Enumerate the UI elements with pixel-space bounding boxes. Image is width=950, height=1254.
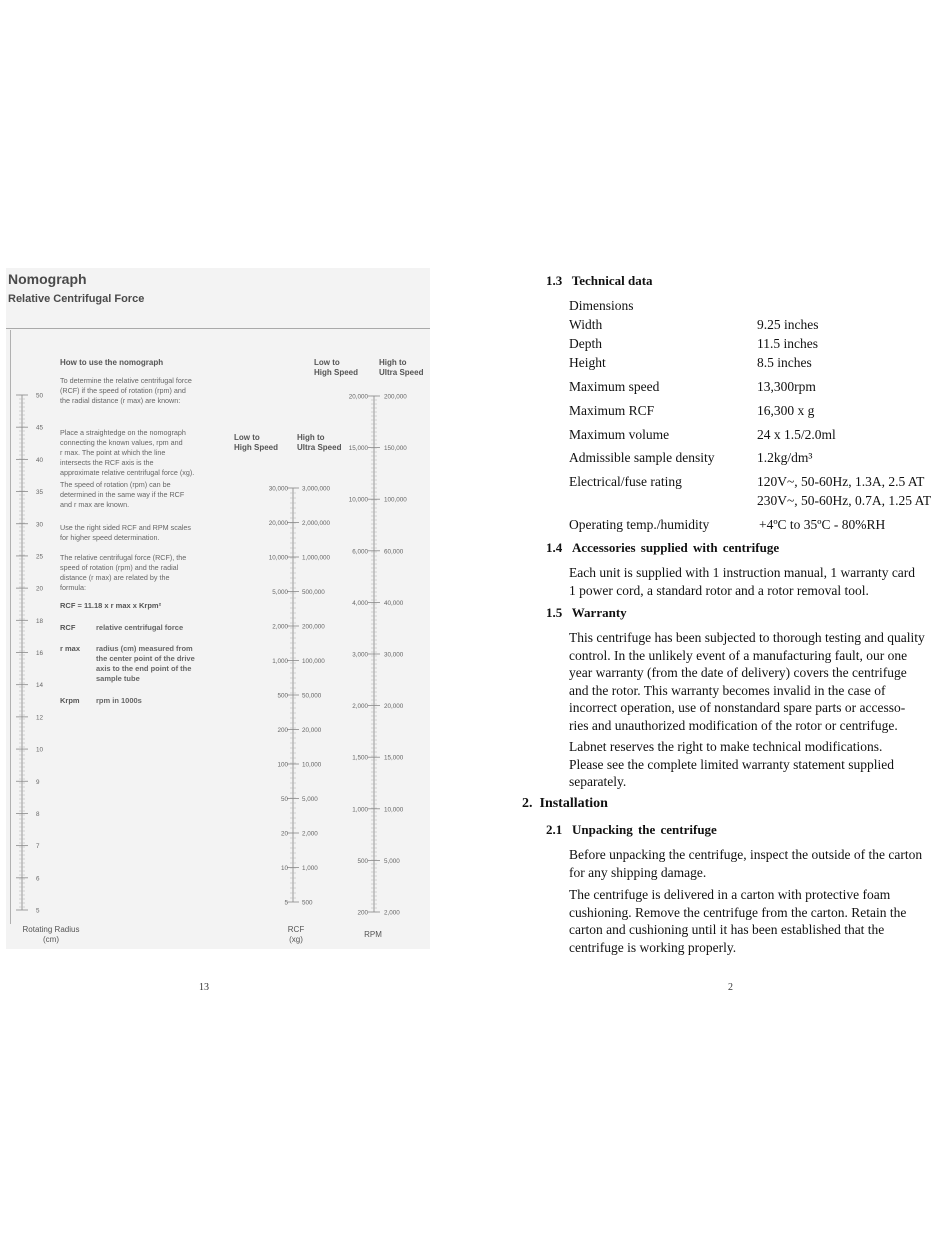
rpm-high-tick-label: 150,000 [384, 445, 407, 453]
radius-scale-tick-label: 16 [36, 650, 44, 657]
instruction-paragraph [60, 523, 228, 543]
rcf-high-tick-label: 2,000,000 [302, 520, 331, 527]
spec-value-line-2: 230V~, 50-60Hz, 0.7A, 1.25 AT [757, 493, 932, 508]
legend-line: relative centrifugal force [96, 623, 184, 632]
instruction-line: Use the right sided RCF and RPM scales [60, 523, 192, 532]
legend-line: rpm in 1000s [96, 696, 142, 705]
text-line: centrifuge is working properly. [569, 939, 737, 955]
warranty-paragraph-1 [569, 629, 947, 734]
instruction-line: the radial distance (r max) are known: [60, 396, 181, 405]
text-line: and the rotor. This warranty becomes invalid in the case of [569, 682, 886, 698]
formula: RCF = 11.18 x r max x Krpm² [60, 601, 162, 610]
text-line: Before unpacking the centrifuge, inspect the outside of the carton [569, 847, 923, 862]
header-line: Low to [234, 433, 260, 442]
section-2-1-heading [546, 822, 717, 838]
spec-label: Maximum speed [569, 379, 660, 394]
instruction-line: intersects the RCF axis is the [60, 458, 154, 467]
radius-scale-tick-label: 8 [36, 810, 40, 818]
rcf-high-tick-label: 5,000 [302, 796, 318, 803]
section-number: 2.1 [546, 822, 563, 837]
rcf-high-tick-label: 1,000,000 [302, 554, 331, 562]
spec-value: 16,300 x g [757, 403, 815, 418]
rcf-high-tick-label: 50,000 [302, 692, 322, 700]
radius-axis-label [16, 925, 86, 945]
instruction-line: and r max are known. [60, 500, 130, 509]
legend-line: radius (cm) measured from [96, 644, 193, 653]
rpm-scale-tick-label: 4,000 [352, 599, 368, 607]
spec-label: Depth [569, 336, 602, 351]
section-title: Installation [539, 796, 608, 811]
spec-value: 11.5 inches [757, 336, 818, 351]
header-line: Low to [314, 358, 340, 367]
text-line: 1 power cord, a standard rotor and a rotor removal tool. [569, 582, 869, 598]
text-line: Each unit is supplied with 1 instruction manual, 1 warranty card [569, 565, 916, 580]
rcf-scale-tick-label: 500 [277, 692, 288, 700]
rcf-high-tick-label: 100,000 [302, 658, 325, 665]
rpm-scale-tick-label: 10,000 [348, 496, 368, 504]
radius-scale-tick-label: 40 [36, 456, 44, 464]
rcf-scale-tick-label: 100 [277, 761, 288, 769]
text-line: for any shipping damage. [569, 864, 707, 880]
spec-value: 1.2kg/dm³ [757, 450, 813, 465]
rpm-high-tick-label: 5,000 [384, 857, 400, 865]
header-line: High to [297, 433, 325, 442]
instruction-line: The relative centrifugal force (RCF), the [60, 553, 187, 562]
rcf-scale-tick-label: 10,000 [268, 554, 288, 562]
section-1-4-heading [546, 540, 779, 556]
legend-term: Krpm [60, 696, 80, 705]
rpm-high-tick-label: 100,000 [384, 496, 407, 504]
text-line: carton and cushioning until it has been established that the [569, 922, 885, 937]
spec-value: 24 x 1.5/2.0ml [757, 427, 836, 442]
rcf-scale-tick-label: 20 [280, 830, 288, 838]
instruction-paragraph [60, 553, 228, 593]
legend-description [96, 623, 226, 633]
rpm-scale-tick-label: 1,000 [352, 806, 368, 814]
instruction-paragraph [60, 480, 228, 510]
text-line: incorrect operation, use of nonstandard spare parts or accesso- [569, 700, 906, 715]
spec-label: Maximum RCF [569, 403, 655, 418]
text-line: control. In the unlikely event of a manufacturing fault, our one [569, 647, 908, 663]
radius-scale-tick-label: 35 [36, 489, 44, 497]
instruction-line: connecting the known values, rpm and [60, 438, 183, 447]
section-title: Accessories supplied with centrifuge [572, 540, 780, 555]
header-line: Ultra Speed [379, 368, 424, 377]
radius-scale-tick-label: 30 [36, 521, 44, 529]
label-line: RCF [287, 925, 305, 934]
rcf-high-tick-label: 1,000 [302, 865, 318, 872]
text-line: year warranty (from the date of delivery) covers the centrifuge [569, 665, 907, 680]
text-line: cushioning. Remove the centrifuge from the carton. Retain the [569, 904, 907, 920]
rcf-scale-tick-label: 200 [277, 727, 288, 734]
text-line: separately. [569, 774, 627, 789]
rcf-scale-tick-label: 10 [280, 865, 288, 872]
label-line: Rotating Radius [22, 925, 80, 934]
section-title: Unpacking the centrifuge [572, 822, 717, 837]
spec-value: 9.25 inches [757, 317, 819, 332]
legend-description [96, 696, 226, 706]
rcf-high-tick-label: 3,000,000 [302, 485, 331, 493]
rpm-scale-tick-label: 20,000 [348, 393, 368, 401]
radius-scale-tick-label: 45 [36, 424, 44, 432]
section-1-3-heading [546, 273, 653, 289]
rpm-high-tick-label: 60,000 [384, 548, 404, 556]
page-number-right: 2 [728, 982, 733, 993]
spec-value: +4ºC to 35ºC - 80%RH [759, 517, 886, 532]
instruction-line: approximate relative centrifugal force (xg). [60, 468, 195, 477]
legend-line: sample tube [96, 674, 140, 683]
section-number: 2. [522, 796, 533, 811]
rpm-high-tick-label: 2,000 [384, 909, 400, 917]
rcf-scale-tick-label: 20,000 [268, 520, 288, 527]
rpm-high-tick-label: 10,000 [384, 806, 404, 814]
text-line: This centrifuge has been subjected to thorough testing and quality [569, 630, 925, 645]
legend-description [96, 644, 226, 684]
rpm-scale-tick-label: 2,000 [352, 703, 368, 711]
rcf-scale-tick-label: 30,000 [268, 485, 288, 493]
rcf-scale-tick-label: 50 [280, 796, 288, 803]
instruction-line: To determine the relative centrifugal force [60, 376, 192, 385]
radius-scale-tick-label: 6 [36, 875, 40, 883]
spec-label: Maximum volume [569, 427, 670, 442]
instruction-line: distance (r max) are related by the [60, 573, 170, 582]
spec-label: Width [569, 317, 603, 332]
instruction-line: r max. The point at which the line [60, 448, 166, 457]
rpm-scale-tick-label: 3,000 [352, 651, 368, 659]
spec-label: Admissible sample density [569, 450, 715, 465]
rpm-scale-tick-label: 15,000 [348, 445, 368, 453]
rpm-high-tick-label: 200,000 [384, 393, 407, 401]
rcf-high-tick-label: 500,000 [302, 589, 325, 596]
section-number: 1.3 [546, 273, 563, 288]
rcf-low-header [234, 433, 278, 453]
header-line: High Speed [314, 368, 359, 377]
rpm-high-tick-label: 30,000 [384, 651, 404, 659]
radius-scale-tick-label: 18 [36, 617, 44, 625]
dimensions-heading: Dimensions [569, 298, 634, 313]
instruction-line: Place a straightedge on the nomograph [60, 428, 186, 437]
section-1-5-heading [546, 605, 627, 621]
legend-line: the center point of the drive [96, 654, 195, 663]
radius-scale-tick-label: 5 [36, 907, 40, 915]
radius-scale-tick-label: 25 [36, 553, 44, 561]
rpm-high-tick-label: 40,000 [384, 599, 404, 607]
rcf-scale-tick-label: 5 [284, 899, 288, 907]
nomograph-subtitle: Relative Centrifugal Force [8, 293, 145, 305]
rcf-high-tick-label: 10,000 [302, 761, 322, 769]
page-number-left: 13 [199, 982, 209, 993]
section-number: 1.5 [546, 605, 563, 620]
legend-term: RCF [60, 623, 76, 632]
radius-scale-tick-label: 9 [36, 778, 40, 786]
unpacking-paragraph-1 [569, 846, 947, 881]
rpm-axis-label: RPM [364, 930, 382, 939]
legend-term: r max [60, 644, 81, 653]
spec-label: Height [569, 355, 606, 370]
text-line: Labnet reserves the right to make technical modifications. [569, 739, 883, 754]
rcf-axis-label [278, 925, 314, 945]
spec-value: 120V~, 50-60Hz, 1.3A, 2.5 AT [757, 474, 925, 489]
header-line: High Speed [234, 443, 279, 452]
rcf-high-tick-label: 200,000 [302, 623, 325, 631]
rcf-high-tick-label: 2,000 [302, 830, 318, 838]
rpm-scale-tick-label: 6,000 [352, 548, 368, 556]
text-line: Please see the complete limited warranty statement supplied [569, 756, 895, 772]
instruction-paragraph [60, 376, 228, 406]
radius-scale-tick-label: 20 [36, 585, 44, 593]
rcf-high-tick-label: 500 [302, 899, 313, 907]
text-line: The centrifuge is delivered in a carton with protective foam [569, 887, 891, 902]
rpm-high-tick-label: 15,000 [384, 754, 404, 762]
header-line: Ultra Speed [297, 443, 342, 452]
section-number: 1.4 [546, 540, 563, 555]
instruction-line: formula: [60, 583, 86, 592]
unpacking-paragraph-2 [569, 886, 947, 956]
radius-scale-tick-label: 14 [36, 682, 44, 690]
nomograph-title: Nomograph [8, 271, 87, 287]
section-title: Technical data [571, 273, 653, 288]
rpm-high-tick-label: 20,000 [384, 703, 404, 711]
rpm-scale-tick-label: 500 [357, 857, 368, 865]
how-to-title: How to use the nomograph [60, 358, 164, 367]
text-line: ries and unauthorized modification of the rotor or centrifuge. [569, 717, 898, 733]
section-2-heading [522, 796, 608, 812]
radius-scale-tick-label: 12 [36, 714, 44, 722]
spec-value: 13,300rpm [757, 379, 816, 394]
instruction-line: (RCF) if the speed of rotation (rpm) and [60, 386, 186, 395]
radius-scale-tick-label: 10 [36, 746, 44, 754]
warranty-paragraph-2 [569, 738, 947, 791]
spec-label: Operating temp./humidity [569, 517, 710, 532]
section-title: Warranty [571, 605, 627, 620]
rcf-scale-tick-label: 5,000 [272, 589, 288, 596]
instruction-paragraph [60, 428, 228, 478]
legend-line: axis to the end point of the [96, 664, 192, 673]
label-line: (xg) [289, 935, 303, 944]
rpm-scale-tick-label: 200 [357, 909, 368, 917]
rcf-high-header [297, 433, 341, 453]
rpm-scale-tick-label: 1,500 [352, 754, 368, 762]
instruction-line: The speed of rotation (rpm) can be [60, 480, 171, 489]
rcf-scale-tick-label: 1,000 [272, 658, 288, 665]
spec-label: Electrical/fuse rating [569, 474, 682, 489]
radius-scale-tick-label: 50 [36, 392, 44, 400]
rcf-scale-tick-label: 2,000 [272, 623, 288, 631]
header-line: High to [379, 358, 407, 367]
label-line: (cm) [43, 935, 59, 944]
accessories-paragraph [569, 564, 947, 599]
instruction-line: determined in the same way if the RCF [60, 490, 185, 499]
instruction-line: for higher speed determination. [60, 533, 160, 542]
spec-value: 8.5 inches [757, 355, 812, 370]
radius-scale-tick-label: 7 [36, 843, 40, 851]
rpm-low-header [314, 358, 358, 378]
instruction-line: speed of rotation (rpm) and the radial [60, 563, 179, 572]
rpm-high-header [379, 358, 423, 378]
nomograph-panel [6, 268, 430, 949]
rcf-high-tick-label: 20,000 [302, 727, 322, 734]
